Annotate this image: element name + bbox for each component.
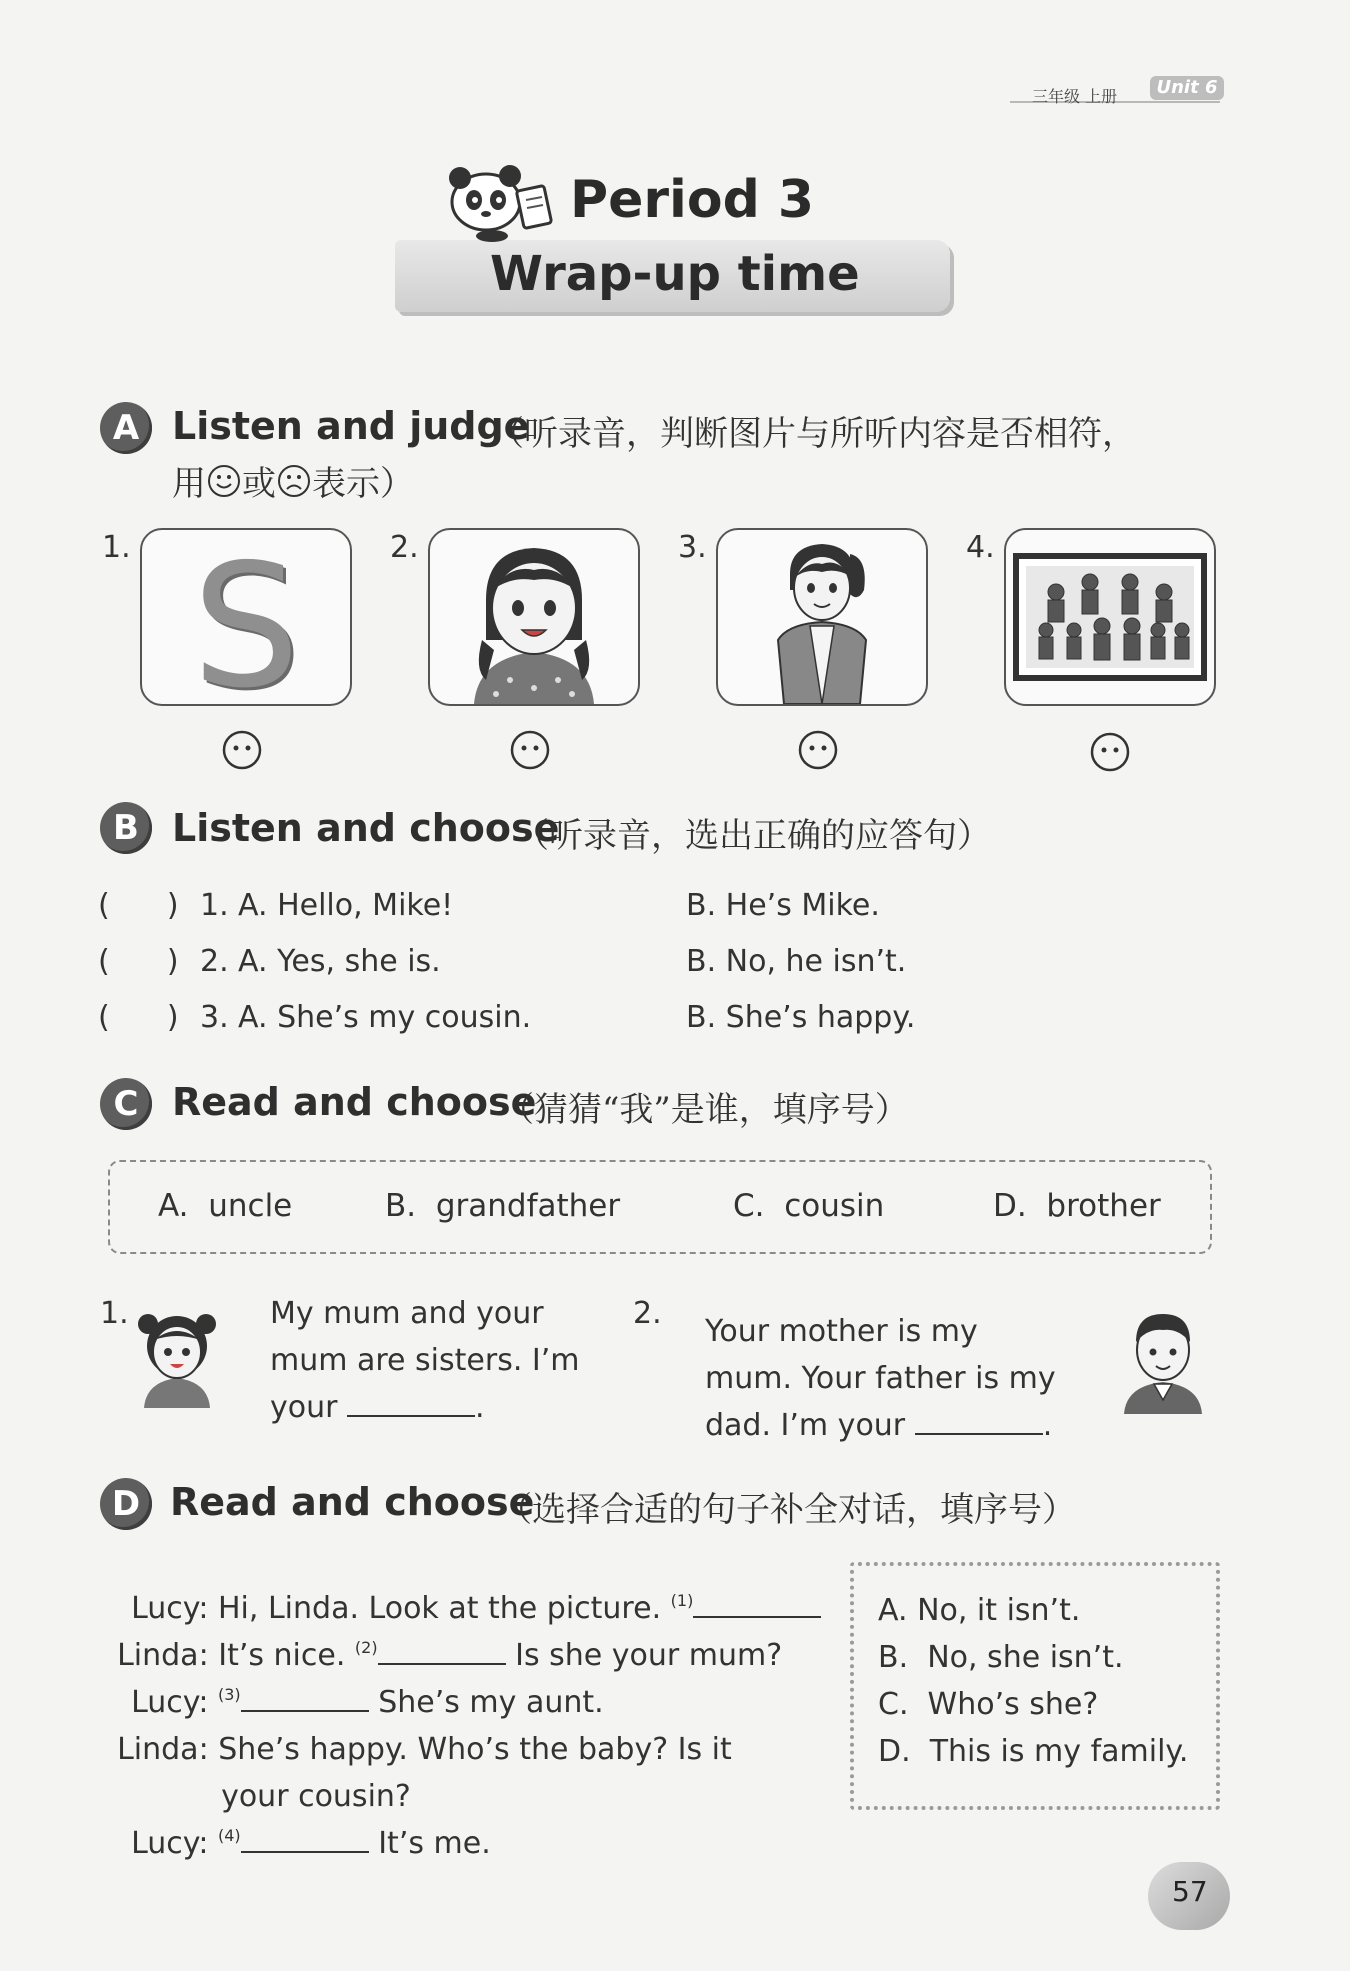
answer-blank[interactable] <box>241 1829 369 1853</box>
picture-letter-s <box>140 528 352 726</box>
answer-paren[interactable]: ( ) <box>98 1000 179 1035</box>
word-option: C. cousin <box>733 1188 885 1224</box>
riddle-1-line-3 <box>270 1384 580 1431</box>
question-number: 3. <box>200 1000 229 1035</box>
answer-face-icon[interactable] <box>222 730 262 770</box>
riddle-1-period: . <box>475 1390 485 1425</box>
picture-woman <box>716 528 928 706</box>
sad-face-icon <box>276 463 312 499</box>
dialog-text: She’s my aunt. <box>368 1685 604 1720</box>
speaker-name: Lucy: <box>131 1685 209 1720</box>
speaker-name: Lucy: <box>131 1591 209 1626</box>
section-c-instruction: （猜猜“我”是谁，填序号） <box>500 1090 909 1130</box>
answer-blank[interactable] <box>915 1407 1043 1435</box>
riddle-1-line: mum are sisters. I’m <box>270 1343 580 1378</box>
item-number: 2. <box>390 530 419 565</box>
speaker-name: Lucy: <box>131 1826 209 1861</box>
riddle-2-period: . <box>1042 1408 1053 1443</box>
section-a-instruction-2 <box>172 456 414 505</box>
section-d-instruction: （选择合适的句子补全对话，填序号） <box>498 1490 1076 1530</box>
option-b: B. No, he isn’t. <box>686 944 907 979</box>
girl-avatar-icon <box>134 1300 220 1408</box>
question-number: 1. <box>200 888 229 923</box>
riddle-2-line: Your mother is my <box>705 1314 978 1349</box>
section-b-title: Listen and choose <box>172 806 560 850</box>
dialog-line <box>98 1697 732 1767</box>
answer-face-icon[interactable] <box>1090 732 1130 772</box>
sentence-option: B. No, she isn’t. <box>878 1640 1124 1675</box>
letter-s-icon: S <box>192 528 300 726</box>
smile-face-icon <box>206 463 242 499</box>
item-number: 2. <box>633 1296 662 1331</box>
grade-label: 三年级 上册 <box>1032 87 1118 106</box>
word-option: D. brother <box>993 1188 1161 1224</box>
picture-girl <box>428 528 640 706</box>
dialog-text: Hi, Linda. Look at the picture. <box>218 1591 671 1626</box>
riddle-2-text <box>705 1308 1056 1449</box>
unit-badge: Unit 6 <box>1150 76 1224 100</box>
item-number: 1. <box>102 530 131 565</box>
section-b-badge: B <box>100 802 152 854</box>
option-a: A. Yes, she is. <box>238 944 441 979</box>
question-number: 2. <box>200 944 229 979</box>
option-a: A. Hello, Mike! <box>238 888 454 923</box>
dialog-text: It’s me. <box>368 1826 491 1861</box>
dialog-line <box>112 1791 491 1861</box>
riddle-2-word: dad. I’m your <box>705 1408 906 1443</box>
picture-family <box>1004 528 1216 706</box>
word-option: B. grandfather <box>385 1188 621 1224</box>
page-number: 57 <box>1172 1875 1208 1908</box>
riddle-2-line: mum. Your father is my <box>705 1361 1056 1396</box>
dialog-text: Is she your mum? <box>505 1638 783 1673</box>
woman-cardigan-icon <box>718 530 926 704</box>
boy-avatar-icon <box>1118 1304 1208 1414</box>
riddle-1-line: My mum and your <box>270 1296 544 1331</box>
word-option: A. uncle <box>158 1188 293 1224</box>
option-b: B. She’s happy. <box>686 1000 916 1035</box>
section-b-instruction: （听录音，选出正确的应答句） <box>515 816 991 856</box>
sentence-option: C. Who’s she? <box>878 1687 1099 1722</box>
riddle-1-word: your <box>270 1390 338 1425</box>
instruction-suffix: 表示） <box>312 464 414 504</box>
riddle-2-line-3 <box>705 1402 1056 1449</box>
dialog-text: She’s happy. Who’s the baby? Is it <box>218 1732 732 1767</box>
wrap-up-title: Wrap-up time <box>490 246 860 302</box>
girl-portrait-icon <box>430 530 638 704</box>
answer-face-icon[interactable] <box>798 730 838 770</box>
instruction-mid: 或 <box>242 464 276 504</box>
section-c-title: Read and choose <box>172 1080 537 1124</box>
option-b: B. He’s Mike. <box>686 888 880 923</box>
dialog-text: your cousin? <box>221 1779 411 1814</box>
section-a-badge: A <box>100 402 152 454</box>
sentence-option: A. No, it isn’t. <box>878 1593 1081 1628</box>
period-title: Period 3 <box>570 170 815 230</box>
blank-marker: (4) <box>218 1826 241 1845</box>
blank-marker: (3) <box>218 1685 241 1704</box>
riddle-1-text <box>270 1290 580 1431</box>
section-a-instruction: （听录音，判断图片与所听内容是否相符， <box>490 414 1136 454</box>
panda-mascot-icon <box>438 158 558 242</box>
section-d-badge: D <box>100 1478 152 1530</box>
section-a-title: Listen and judge <box>172 404 530 448</box>
sentence-option: D. This is my family. <box>878 1734 1189 1769</box>
speaker-name: Linda: <box>117 1732 209 1767</box>
section-c-badge: C <box>100 1078 152 1130</box>
answer-blank[interactable] <box>347 1389 475 1417</box>
family-photo-icon <box>1006 530 1214 704</box>
item-number: 4. <box>966 530 995 565</box>
speaker-name: Linda: <box>117 1638 209 1673</box>
option-a: A. She’s my cousin. <box>238 1000 532 1035</box>
section-d-title: Read and choose <box>170 1480 535 1524</box>
blank-marker: (1) <box>670 1591 694 1610</box>
blank-marker: (2) <box>354 1638 378 1657</box>
answer-paren[interactable]: ( ) <box>98 944 179 979</box>
instruction-prefix: 用 <box>172 464 206 504</box>
dialog-text: It’s nice. <box>218 1638 355 1673</box>
answer-paren[interactable]: ( ) <box>98 888 179 923</box>
answer-face-icon[interactable] <box>510 730 550 770</box>
item-number: 1. <box>100 1296 129 1331</box>
item-number: 3. <box>678 530 707 565</box>
